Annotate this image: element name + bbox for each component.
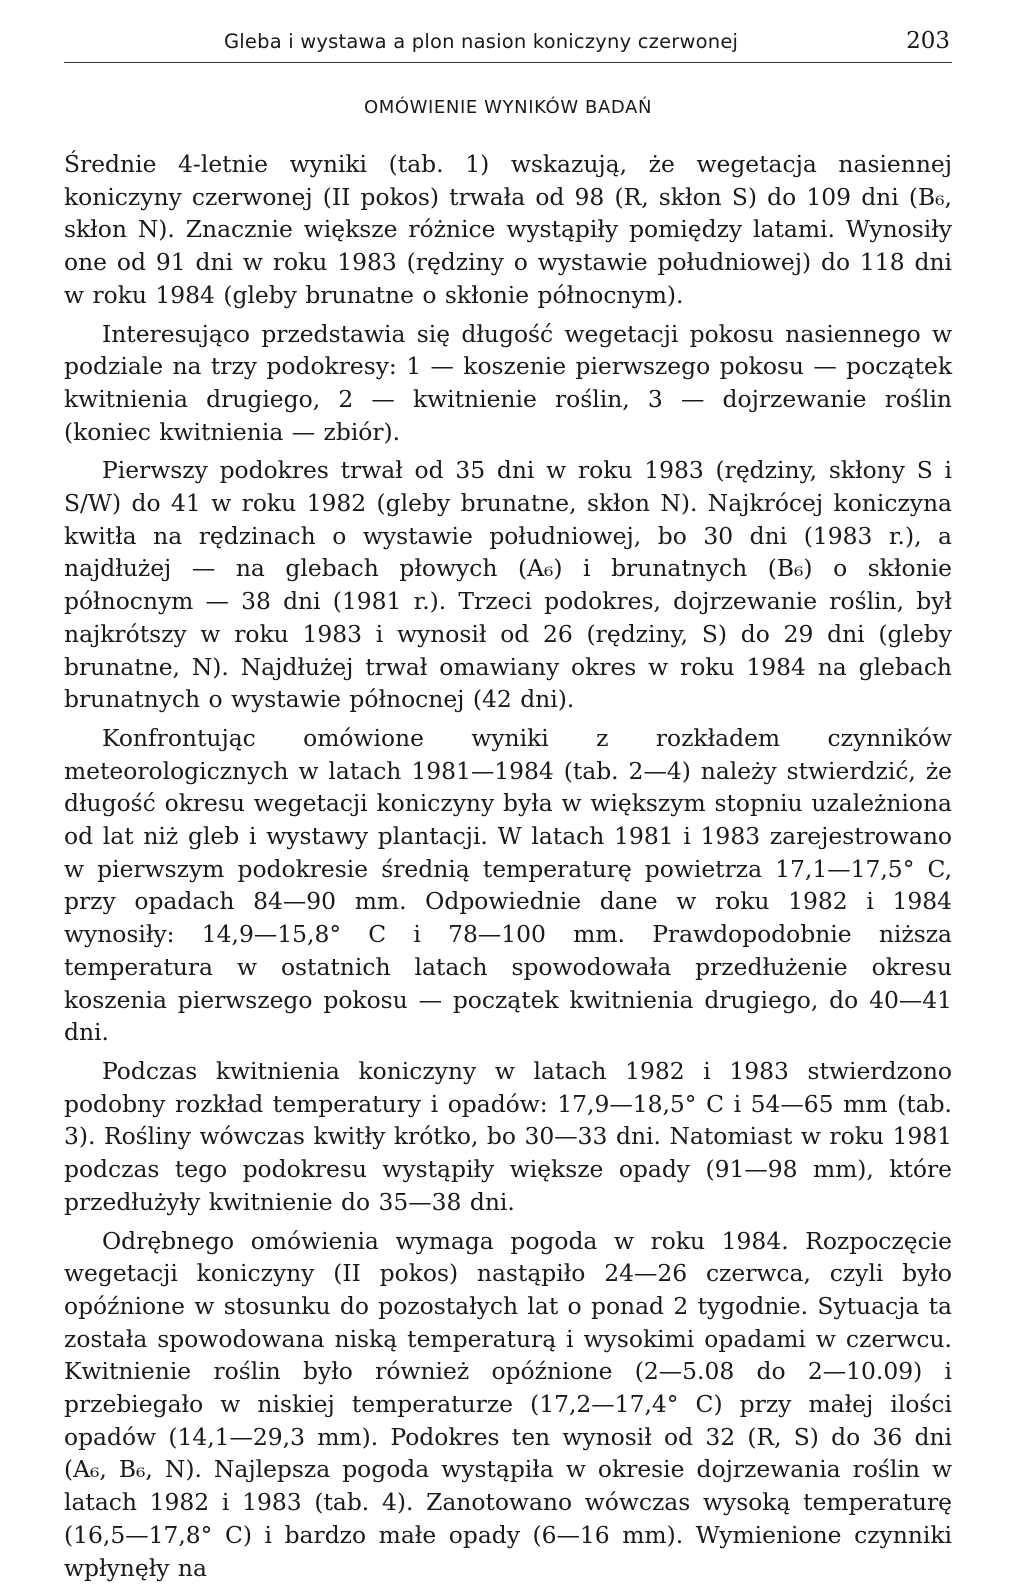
running-header	[64, 22, 952, 63]
paragraph-2: Interesująco przedstawia się długość wegetacji pokosu nasiennego w podziale na trzy podokresy: 1 — koszenie pierwszego pokosu — początek kwitnienia drugiego, 2 — kwitnienie roślin, 3 — dojrzewanie roślin (koniec kwitnienia — zbiór).	[64, 319, 952, 446]
paragraph-6: Odrębnego omówienia wymaga pogoda w roku 1984. Rozpoczęcie wegetacji koniczyny (II pokos) nastąpiło 24—26 czerwca, czyli było opóźnione w stosunku do pozostałych lat o ponad 2 tygodnie. Sytuacja ta została spowodowana niską temperaturą i wysokimi opadami w czerwcu. Kwitnienie roślin było również opóźnione (2—5.08 do 2—10.09) i przebiegało w niskiej temperaturze (17,2—17,4° C) przy małej ilości opadów (14,1—29,3 mm). Podokres ten wynosił od 32 (R, S) do 36 dni (A₆, B₆, N). Najlepsza pogoda wystąpiła w okresie dojrzewania roślin w latach 1982 i 1983 (tab. 4). Zanotowano wówczas wysoką temperaturę (16,5—17,8° C) i bardzo małe opady (6—16 mm). Wymienione czynniki wpłynęły na	[64, 1226, 952, 1582]
running-title: Gleba i wystawa a plon nasion koniczyny czerwonej	[224, 30, 739, 53]
page-number: 203	[906, 28, 950, 54]
document-page	[64, 22, 952, 1584]
paragraph-1: Średnie 4-letnie wyniki (tab. 1) wskazują, że wegetacja nasiennej koniczyny czerwonej (II pokos) trwała od 98 (R, skłon S) do 109 dni (B₆, skłon N). Znacznie większe różnice wystąpiły pomiędzy latami. Wynosiły one od 91 dni w roku 1983 (rędziny o wystawie południowej) do 118 dni w roku 1984 (gleby brunatne o skłonie północnym).	[64, 150, 952, 309]
paragraph-3: Pierwszy podokres trwał od 35 dni w roku 1983 (rędziny, skłony S i S/W) do 41 w roku 1982 (gleby brunatne, skłon N). Najkrócej koniczyna kwitła na rędzinach o wystawie południowej, bo 30 dni (1983 r.), a najdłużej — na glebach płowych (A₆) i brunatnych (B₆) o skłonie północnym — 38 dni (1981 r.). Trzeci podokres, dojrzewanie roślin, był najkrótszy w roku 1983 i wynosił od 26 (rędziny, S) do 29 dni (gleby brunatne, N). Najdłużej trwał omawiany okres w roku 1984 na glebach brunatnych o wystawie północnej (42 dni).	[64, 456, 952, 714]
paragraph-5: Podczas kwitnienia koniczyny w latach 1982 i 1983 stwierdzono podobny rozkład temperatury i opadów: 17,9—18,5° C i 54—65 mm (tab. 3). Rośliny wówczas kwitły krótko, bo 30—33 dni. Natomiast w roku 1981 podczas tego podokresu wystąpiły większe opady (91—98 mm), które przedłużyły kwitnienie do 35—38 dni.	[64, 1056, 952, 1216]
paragraph-4: Konfrontując omówione wyniki z rozkładem czynników meteorologicznych w latach 1981—1984 (tab. 2—4) należy stwierdzić, że długość okresu wegetacji koniczyny była w większym stopniu uzależniona od lat niż gleb i wystawy plantacji. W latach 1981 i 1983 zarejestrowano w pierwszym podokresie średnią temperaturę powietrza 17,1—17,5° C, przy opadach 84—90 mm. Odpowiednie dane w roku 1982 i 1984 wynosiły: 14,9—15,8° C i 78—100 mm. Prawdopodobnie niższa temperatura w ostatnich latach spowodowała przedłużenie okresu koszenia pierwszego pokosu — początek kwitnienia drugiego, do 40—41 dni.	[64, 723, 952, 1047]
body-text	[64, 148, 952, 1584]
section-heading: OMÓWIENIE WYNIKÓW BADAŃ	[363, 97, 653, 118]
